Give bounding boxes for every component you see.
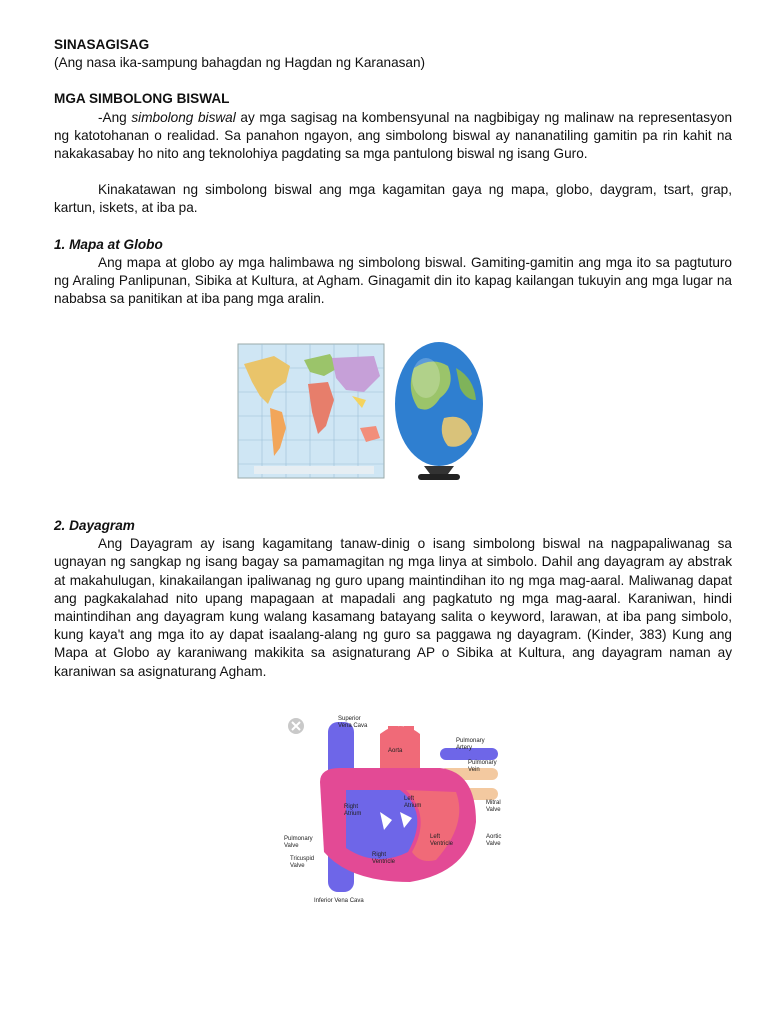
label-right-ventricle: Right <box>372 852 387 858</box>
heart-diagram-svg <box>280 712 510 908</box>
label-aortic: Aortic <box>486 834 502 840</box>
examples-paragraph: Kinakatawan ng simbolong biswal ang mga kagamitan gaya ng mapa, globo, daygram, tsart, grap, kartun, iskets, at iba pa. <box>54 182 732 216</box>
section-1-body: Ang mapa at globo ay mga halimbawa ng simbolong biswal. Gamiting-gamitin ang mga ito sa pagtuturo ng Araling Panlipunan, Sibika at Kultura, at Agham. Ginagamit din ito kapag kailangan tukuyin ang mga lugar na nababsa sa panitikan at iba pang mga aralin. <box>54 254 732 307</box>
svg-text:Ventricle: Ventricle <box>430 841 454 847</box>
svg-text:Valve: Valve <box>284 843 299 849</box>
label-pulm-valve: Pulmonary <box>284 836 313 842</box>
svg-text:Vena Cava: Vena Cava <box>338 723 368 729</box>
section-heading: MGA SIMBOLONG BISWAL <box>54 91 230 107</box>
svg-text:Atrium: Atrium <box>404 803 422 809</box>
document-subtitle: (Ang nasa ika-sampung bahagdan ng Hagdan ng Karanasan) <box>54 55 426 71</box>
heart-diagram-image <box>280 712 510 908</box>
world-map <box>238 344 384 478</box>
label-left-ventricle: Left <box>430 834 441 840</box>
map-globe-image <box>234 338 484 498</box>
globe <box>395 342 483 480</box>
map-globe-svg <box>234 338 484 498</box>
label-mitral: Mitral <box>486 800 501 806</box>
intro-emphasis: simbolong biswal <box>131 109 236 125</box>
intro-prefix: -Ang <box>98 109 132 125</box>
svg-text:Atrium: Atrium <box>344 811 362 817</box>
svg-text:Ventricle: Ventricle <box>372 859 396 865</box>
svg-text:Valve: Valve <box>486 807 501 813</box>
intro-paragraph <box>54 109 732 164</box>
document-page <box>54 36 732 308</box>
label-right-atrium: Right <box>344 804 359 810</box>
label-left-atrium: Left <box>404 796 415 802</box>
section-2-body: Ang Dayagram ay isang kagamitang tanaw-dinig o isang simbolong biswal na nagpapaliwanag sa ugnayan ng sangkap ng isang bagay sa pamamagitan ng mga linya at simbolo. Dahil ang dayagram ay abstrak at makahulugan, kinakailangan ipaliwanag ng guro upang maintindihan ito ng mga mag-aaral. Maliwanag dapat ang pagkakalahad nito upang mapagaan at mapadali ang pagkatuto ng mga mag-aaral. Karaniwan, hindi maintindihan ang dayagram kung walang kasamang batayang salita o keyword, larawan, at iba pang simbolo, kung kaya't ang mga ito ay dapat isaalang-alang ng guro sa paggawa ng dayagram. (Kinder, 383) Kung ang Mapa at Globo ay karaniwang makikita sa asignaturang AP o Sibika at Kultura, ang dayagram naman ay karaniwan sa asignaturang Agham. <box>54 536 732 679</box>
intro-rest: ay mga sagisag na kombensyunal na nagbibigay ng malinaw na representasyon ng katotohanan o realidad. Sa panahon ngayon, ang simbolong biswal ay nananatiling gamitin pa rin kahit na nakakasabay ho nito ang teknolohiya pagdating sa mga pantulong biswal ng isang Guro. <box>54 109 732 162</box>
svg-text:Artery: Artery <box>456 745 473 751</box>
label-ivc: Inferior Vena Cava <box>314 898 364 904</box>
svg-text:Vein: Vein <box>468 767 480 773</box>
svg-text:Valve: Valve <box>290 863 305 869</box>
section-2-heading: 2. Dayagram <box>54 518 135 533</box>
dayagram-block <box>54 517 732 681</box>
label-pulm-artery: Pulmonary <box>456 738 485 744</box>
label-pulm-vein: Pulmonary <box>468 760 497 766</box>
document-title: SINASAGISAG <box>54 37 150 52</box>
label-svc: Superior <box>338 716 361 722</box>
label-tricuspid: Tricuspid <box>290 856 315 862</box>
section-1-heading: 1. Mapa at Globo <box>54 236 163 252</box>
label-aorta: Aorta <box>388 748 403 754</box>
svg-text:Valve: Valve <box>486 841 501 847</box>
